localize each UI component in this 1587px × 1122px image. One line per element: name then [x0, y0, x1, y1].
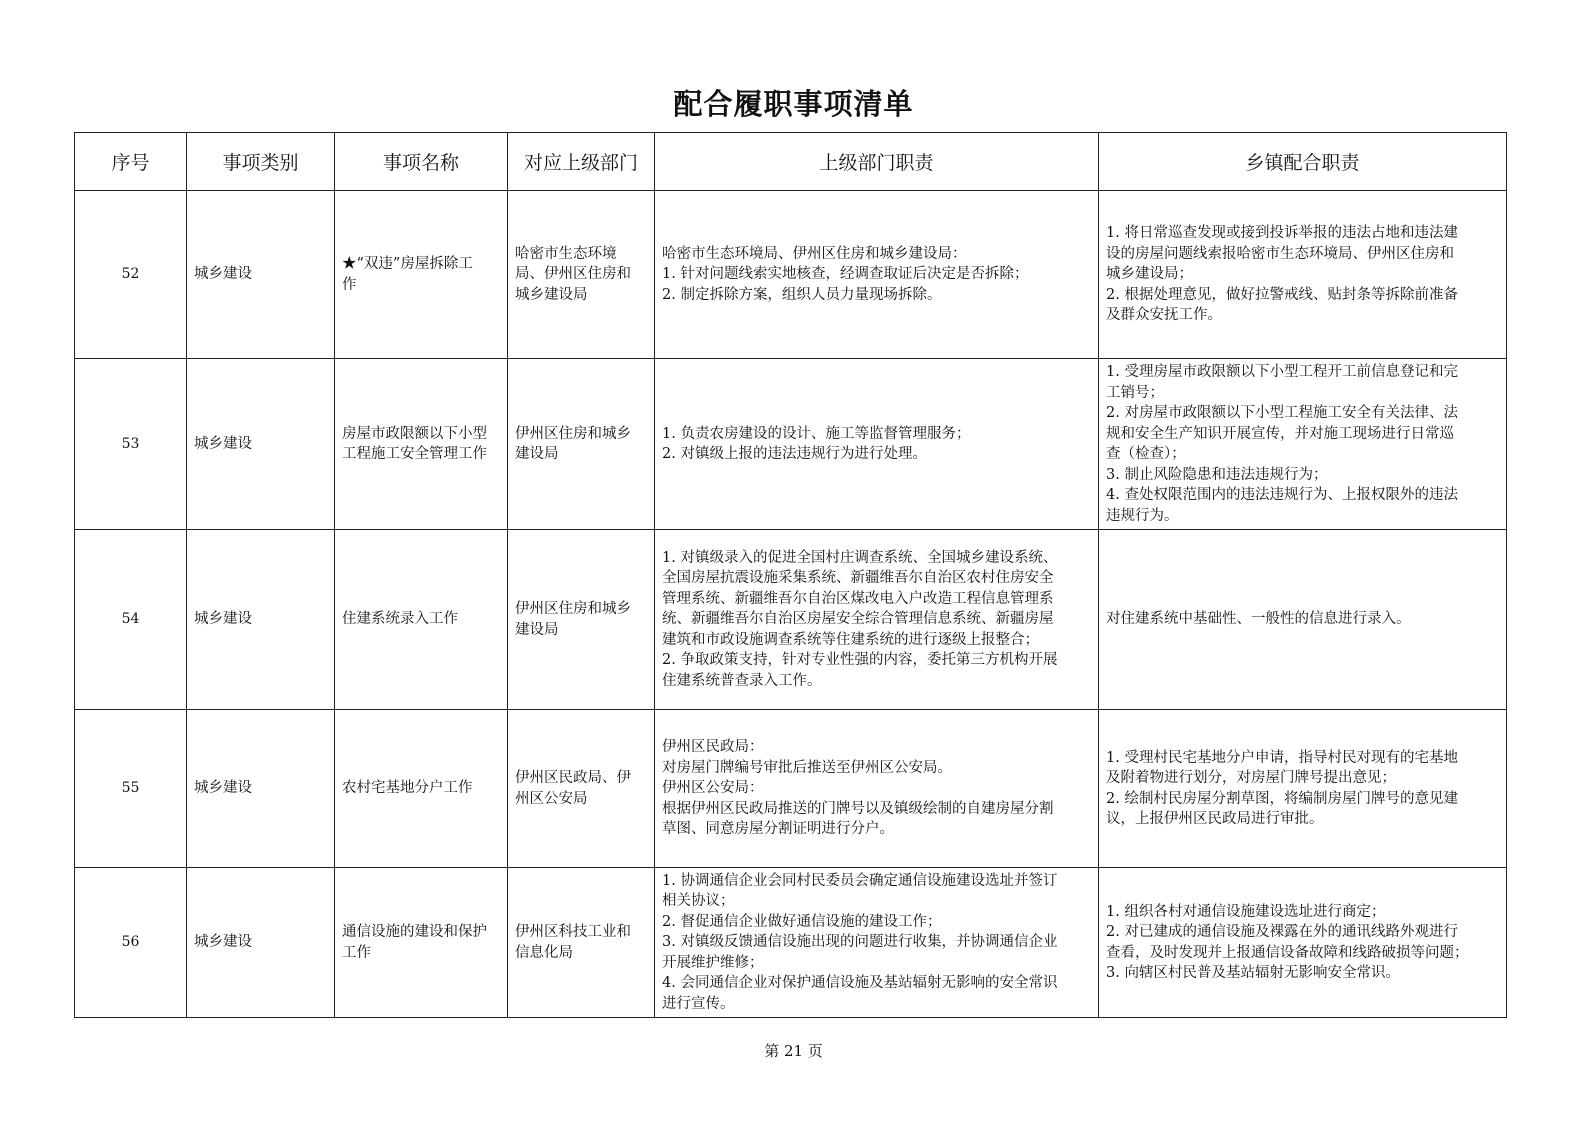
seq-cell: 54 [75, 530, 187, 710]
cell-line: 住建系统录入工作 [342, 611, 458, 628]
cell-line: 相关协议； [662, 893, 735, 910]
cell-line: 1. 协调通信企业会同村民委员会确定通信设施建设选址并签订 [662, 872, 1058, 889]
cell-line: 1. 负责农房建设的设计、施工等监督管理服务； [662, 425, 971, 442]
superior-dept-cell [508, 710, 655, 868]
page-number: 第 21 页 [764, 1042, 823, 1060]
table-row [75, 868, 1507, 1018]
cell-line: 信息化局 [515, 944, 573, 961]
cell-line: 全国房屋抗震设施采集系统、新疆维吾尔自治区农村住房安全 [662, 570, 1054, 587]
cell-line: 及群众安抚工作。 [1106, 307, 1222, 324]
superior-duty-cell [655, 868, 1099, 1018]
page-title: 配合履职事项清单 [673, 87, 914, 121]
cell-line: 工作 [342, 944, 371, 961]
cell-line: ★“双违”房屋拆除工 [342, 256, 473, 272]
cell-line: 草图、同意房屋分割证明进行分户。 [662, 821, 894, 838]
header-superior-dept: 对应上级部门 [508, 133, 655, 191]
item-name-cell [335, 868, 508, 1018]
item-name-cell [335, 710, 508, 868]
header-row [75, 133, 1507, 191]
cell-line: 进行宣传。 [662, 995, 735, 1012]
cell-line: 对住建系统中基础性、一般性的信息进行录入。 [1106, 611, 1411, 628]
cell-line: 管理系统、新疆维吾尔自治区煤改电入户改造工程信息管理系 [662, 590, 1054, 607]
item-name-cell [335, 530, 508, 710]
cell-line: 2. 绘制村民房屋分割草图，将编制房屋门牌号的意见建 [1106, 790, 1458, 807]
cell-line: 1. 针对问题线索实地核查，经调查取证后决定是否拆除； [662, 266, 1029, 283]
cell-line: 3. 制止风险隐患和违法违规行为； [1106, 466, 1328, 483]
cell-line: 1. 将日常巡查发现或接到投诉举报的违法占地和违法建 [1106, 225, 1458, 242]
cell-line: 哈密市生态环境 [515, 245, 617, 262]
cell-line: 房屋市政限额以下小型 [342, 425, 487, 442]
cell-line: 2. 根据处理意见，做好拉警戒线、贴封条等拆除前准备 [1106, 286, 1458, 303]
cell-line: 1. 受理房屋市政限额以下小型工程开工前信息登记和完 [1106, 364, 1458, 380]
cell-line: 工程施工安全管理工作 [342, 446, 487, 462]
cell-line: 对房屋门牌编号审批后推送至伊州区公安局。 [662, 759, 952, 776]
cell-line: 城乡建设局 [515, 286, 588, 303]
cell-line: 1. 受理村民宅基地分户申请，指导村民对现有的宅基地 [1106, 749, 1458, 766]
superior-dept-cell [508, 359, 655, 530]
cell-line: 1. 组织各村对通信设施建设选址进行商定； [1106, 903, 1386, 920]
cell-line: 根据伊州区民政局推送的门牌号以及镇级绘制的自建房屋分割 [662, 800, 1054, 817]
duty-table [74, 132, 1507, 1018]
cell-line: 3. 向辖区村民普及基站辐射无影响安全常识。 [1106, 965, 1400, 981]
cell-line: 局、伊州区住房和 [515, 266, 631, 283]
cell-line: 开展维护维修； [662, 954, 764, 971]
cell-line: 2. 争取政策支持，针对专业性强的内容，委托第三方机构开展 [662, 652, 1058, 669]
seq-cell: 55 [75, 710, 187, 868]
cell-line: 统、新疆维吾尔自治区房屋安全综合管理信息系统、新疆房屋 [662, 611, 1054, 628]
cell-line: 2. 对已建成的通信设施及裸露在外的通讯线路外观进行 [1106, 924, 1458, 940]
header-town-duty: 乡镇配合职责 [1099, 133, 1507, 191]
table-row [75, 191, 1507, 359]
cell-line: 2. 对镇级上报的违法违规行为进行处理。 [662, 446, 927, 462]
cell-line: 2. 对房屋市政限额以下小型工程施工安全有关法律、法 [1106, 405, 1458, 421]
superior-duty-cell [655, 530, 1099, 710]
header-item-name: 事项名称 [335, 133, 508, 191]
cell-line: 伊州区住房和城乡 [515, 425, 631, 442]
town-duty-cell [1099, 868, 1507, 1018]
cell-line: 住建系统普查录入工作。 [662, 672, 822, 689]
cell-line: 通信设施的建设和保护 [342, 924, 487, 940]
superior-duty-cell [655, 359, 1099, 530]
superior-dept-cell [508, 868, 655, 1018]
table-row [75, 530, 1507, 710]
cell-line: 及附着物进行划分，对房屋门牌号提出意见； [1106, 770, 1396, 786]
cell-line: 1. 对镇级录入的促进全国村庄调查系统、全国城乡建设系统、 [662, 549, 1058, 566]
cell-line: 伊州区公安局： [662, 780, 764, 797]
category-cell: 城乡建设 [187, 530, 335, 710]
item-name-cell [335, 191, 508, 359]
category-cell: 城乡建设 [187, 191, 335, 359]
table-row [75, 710, 1507, 868]
cell-line: 农村宅基地分户工作 [342, 780, 473, 797]
cell-line: 2. 制定拆除方案，组织人员力量现场拆除。 [662, 286, 942, 303]
cell-line: 建设局 [515, 446, 559, 462]
cell-line: 规和安全生产知识开展宣传，并对施工现场进行日常巡 [1106, 425, 1454, 442]
cell-line: 4. 会同通信企业对保护通信设施及基站辐射无影响的安全常识 [662, 975, 1058, 992]
category-cell: 城乡建设 [187, 359, 335, 530]
cell-line: 违规行为。 [1106, 507, 1179, 524]
cell-line: 3. 对镇级反馈通信设施出现的问题进行收集，并协调通信企业 [662, 934, 1058, 951]
category-cell: 城乡建设 [187, 868, 335, 1018]
header-seq: 序号 [75, 133, 187, 191]
cell-line: 作 [342, 276, 357, 293]
cell-line: 2. 督促通信企业做好通信设施的建设工作； [662, 913, 942, 930]
cell-line: 建设局 [515, 621, 559, 638]
cell-line: 设的房屋问题线索报哈密市生态环境局、伊州区住房和 [1106, 245, 1454, 262]
cell-line: 查（检查）； [1106, 446, 1186, 462]
cell-line: 城乡建设局； [1106, 266, 1193, 283]
cell-line: 4. 查处权限范围内的违法违规行为、上报权限外的违法 [1106, 487, 1458, 503]
cell-line: 工销号； [1106, 384, 1164, 401]
seq-cell: 52 [75, 191, 187, 359]
cell-line: 伊州区民政局、伊 [515, 770, 631, 786]
cell-line: 伊州区住房和城乡 [515, 601, 631, 617]
town-duty-cell [1099, 530, 1507, 710]
superior-duty-cell [655, 191, 1099, 359]
town-duty-cell [1099, 359, 1507, 530]
cell-line: 议，上报伊州区民政局进行审批。 [1106, 811, 1324, 827]
seq-cell: 56 [75, 868, 187, 1018]
town-duty-cell [1099, 191, 1507, 359]
item-name-cell [335, 359, 508, 530]
header-superior-duty: 上级部门职责 [655, 133, 1099, 191]
cell-line: 州区公安局 [515, 790, 588, 807]
cell-line: 伊州区科技工业和 [515, 924, 631, 940]
superior-duty-cell [655, 710, 1099, 868]
superior-dept-cell [508, 530, 655, 710]
town-duty-cell [1099, 710, 1507, 868]
superior-dept-cell [508, 191, 655, 359]
header-category: 事项类别 [187, 133, 335, 191]
cell-line: 哈密市生态环境局、伊州区住房和城乡建设局： [662, 245, 967, 262]
table-row [75, 359, 1507, 530]
seq-cell: 53 [75, 359, 187, 530]
cell-line: 查看，及时发现并上报通信设备故障和线路破损等问题； [1106, 944, 1469, 961]
category-cell: 城乡建设 [187, 710, 335, 868]
cell-line: 建筑和市政设施调查系统等住建系统的进行逐级上报整合； [662, 631, 1039, 648]
cell-line: 伊州区民政局： [662, 739, 764, 756]
